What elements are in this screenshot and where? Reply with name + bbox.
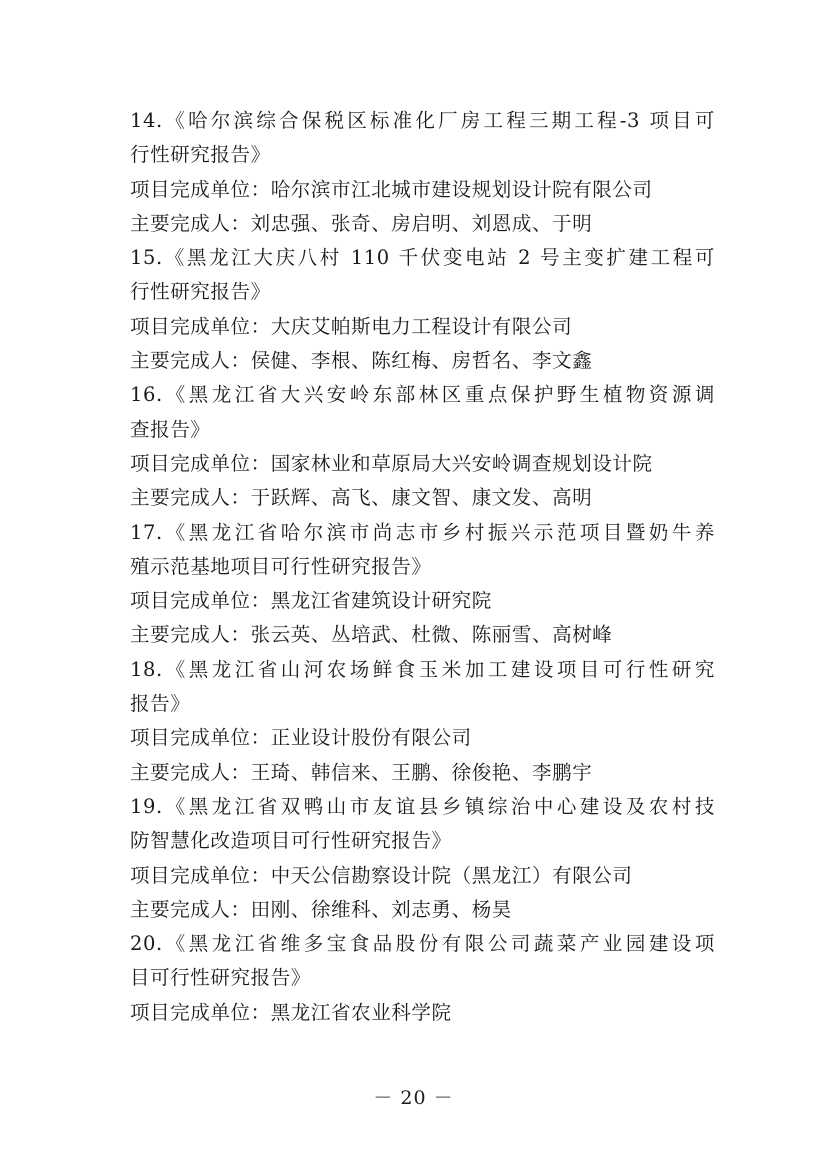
document-body xyxy=(130,104,715,1030)
entry-title: 17.《黑龙江省哈尔滨市尚志市乡村振兴示范项目暨奶牛养 xyxy=(130,520,715,544)
entry-title: 16.《黑龙江省大兴安岭东部林区重点保护野生植物资源调 xyxy=(130,383,715,407)
entry-title: 行性研究报告》 xyxy=(130,280,271,304)
entry-people: 主要完成人：刘忠强、张奇、房启明、刘恩成、于明 xyxy=(130,211,593,235)
entry-title: 19.《黑龙江省双鸭山市友谊县乡镇综治中心建设及农村技 xyxy=(130,794,715,818)
entry-title: 20.《黑龙江省维多宝食品股份有限公司蔬菜产业园建设项 xyxy=(130,932,715,956)
entry-unit: 项目完成单位：黑龙江省农业科学院 xyxy=(130,1000,452,1024)
entry-unit: 项目完成单位：黑龙江省建筑设计研究院 xyxy=(130,589,492,613)
entry-title: 行性研究报告》 xyxy=(130,143,271,167)
entry-unit: 项目完成单位：哈尔滨市江北城市建设规划设计院有限公司 xyxy=(130,177,653,201)
entry-title: 目可行性研究报告》 xyxy=(130,966,311,990)
list-item xyxy=(130,241,715,378)
entry-title: 殖示范基地项目可行性研究报告》 xyxy=(130,554,432,578)
entry-title: 15.《黑龙江大庆八村 110 千伏变电站 2 号主变扩建工程可 xyxy=(130,246,715,270)
entry-title: 防智慧化改造项目可行性研究报告》 xyxy=(130,829,452,853)
list-item xyxy=(130,378,715,515)
list-item xyxy=(130,516,715,653)
entry-people: 主要完成人：田刚、徐维科、刘志勇、杨昊 xyxy=(130,897,512,921)
list-item xyxy=(130,790,715,927)
entry-title: 14.《哈尔滨综合保税区标准化厂房工程三期工程-3 项目可 xyxy=(130,109,715,132)
entry-title: 18.《黑龙江省山河农场鲜食玉米加工建设项目可行性研究 xyxy=(130,657,715,681)
entry-people: 主要完成人：侯健、李根、陈红梅、房哲名、李文鑫 xyxy=(130,349,593,373)
entry-unit: 项目完成单位：中天公信勘察设计院（黑龙江）有限公司 xyxy=(130,863,633,887)
entry-title: 报告》 xyxy=(130,692,191,716)
list-item xyxy=(130,104,715,241)
entry-people: 主要完成人：王琦、韩信来、王鹏、徐俊艳、李鹏宇 xyxy=(130,760,593,784)
list-item xyxy=(130,927,715,1030)
entry-unit: 项目完成单位：大庆艾帕斯电力工程设计有限公司 xyxy=(130,314,573,338)
list-item xyxy=(130,653,715,790)
entry-people: 主要完成人：于跃辉、高飞、康文智、康文发、高明 xyxy=(130,486,593,510)
entry-unit: 项目完成单位：正业设计股份有限公司 xyxy=(130,726,472,750)
entry-unit: 项目完成单位：国家林业和草原局大兴安岭调查规划设计院 xyxy=(130,451,653,475)
entry-title: 查报告》 xyxy=(130,417,211,441)
entry-people: 主要完成人：张云英、丛培武、杜微、陈丽雪、高树峰 xyxy=(130,623,613,647)
page-number: － 20 － xyxy=(373,1087,454,1109)
